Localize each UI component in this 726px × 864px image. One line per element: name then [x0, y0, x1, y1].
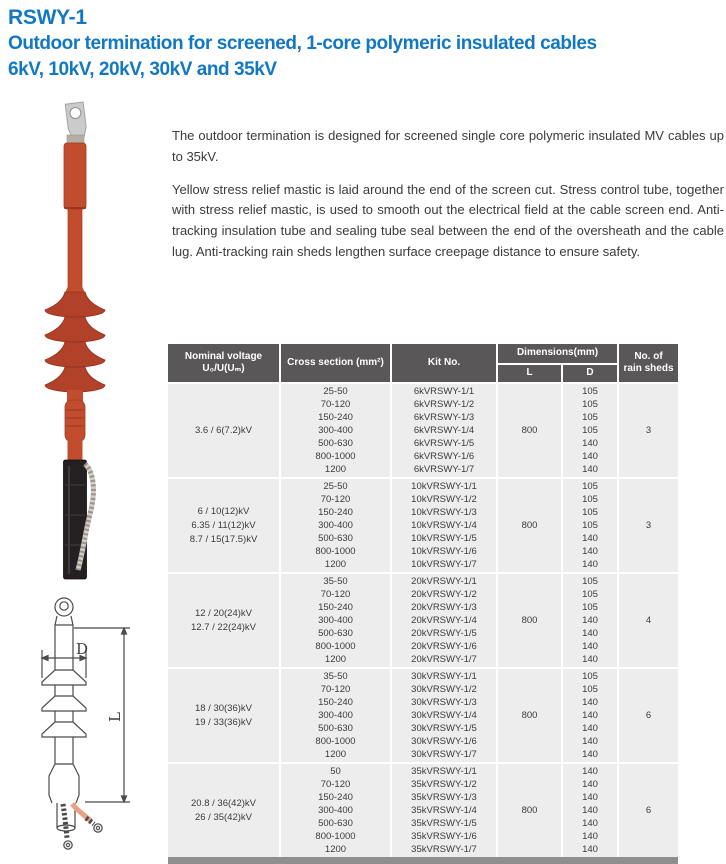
col-header-rain-sheds: [619, 344, 678, 382]
product-photo: [14, 100, 138, 582]
cross-section-cell: 50 70-120 150-240 300-400 500-630 800-1000 1200: [281, 762, 392, 857]
description-block: [172, 126, 724, 263]
length-cell: 800: [498, 667, 563, 762]
spec-table-wrap: [168, 344, 678, 864]
length-cell: 800: [498, 572, 563, 667]
rain-sheds-label-2: rain sheds: [623, 363, 674, 374]
col-header-dimensions: Dimensions(mm): [498, 344, 619, 365]
spec-group-row: [168, 382, 678, 477]
diameter-cell: 105 105 105 105 140 140 140: [563, 382, 619, 477]
voltage-cell: 3.6 / 6(7.2)kV: [168, 382, 281, 477]
col-header-diameter: D: [563, 365, 619, 382]
spec-group-row: [168, 572, 678, 667]
description-paragraph-1: The outdoor termination is designed for screened single core polymeric insulated MV cables up to 35kV.: [172, 128, 724, 164]
cross-section-cell: 35-50 70-120 150-240 300-400 500-630 800-1000 1200: [281, 667, 392, 762]
cable-lug: [65, 102, 87, 138]
cross-section-cell: 25-50 70-120 150-240 300-400 500-630 800-1000 1200: [281, 382, 392, 477]
diameter-cell: 105 105 105 140 140 140 140: [563, 572, 619, 667]
voltage-cell: 12 / 20(24)kV 12.7 / 22(24)kV: [168, 572, 281, 667]
rain-sheds-cell: 6: [619, 667, 678, 762]
product-code: RSWY-1: [8, 6, 87, 29]
diameter-cell: 105 105 140 140 140 140 140: [563, 667, 619, 762]
diameter-cell: 105 105 105 105 140 140 140: [563, 477, 619, 572]
rain-sheds: [45, 292, 105, 392]
length-cell: 800: [498, 477, 563, 572]
dimension-label-d: D: [76, 640, 89, 658]
page-subtitle: 6kV, 10kV, 20kV, 30kV and 35kV: [8, 59, 277, 81]
rain-sheds-cell: 4: [619, 572, 678, 667]
voltage-cell: 6 / 10(12)kV 6.35 / 11(12)kV 8.7 / 15(17.5)kV: [168, 477, 281, 572]
kit-no-cell: 10kVRSWY-1/1 10kVRSWY-1/2 10kVRSWY-1/3 10kVRSWY-1/4 10kVRSWY-1/5 10kVRSWY-1/6 10kVRSWY-1/7: [392, 477, 498, 572]
col-header-nominal-voltage: [168, 344, 281, 382]
length-cell: 800: [498, 382, 563, 477]
col-header-length: L: [498, 365, 563, 382]
kit-no-cell: 20kVRSWY-1/1 20kVRSWY-1/2 20kVRSWY-1/3 20kVRSWY-1/4 20kVRSWY-1/5 20kVRSWY-1/6 20kVRSWY-1/7: [392, 572, 498, 667]
rain-sheds-cell: 6: [619, 762, 678, 857]
kit-no-cell: 6kVRSWY-1/1 6kVRSWY-1/2 6kVRSWY-1/3 6kVRSWY-1/4 6kVRSWY-1/5 6kVRSWY-1/6 6kVRSWY-1/7: [392, 382, 498, 477]
spec-table: [168, 344, 678, 857]
kit-no-cell: 35kVRSWY-1/1 35kVRSWY-1/2 35kVRSWY-1/3 35kVRSWY-1/4 35kVRSWY-1/5 35kVRSWY-1/6 35kVRSWY-1/7: [392, 762, 498, 857]
spec-group-row: [168, 477, 678, 572]
spec-group-row: [168, 762, 678, 857]
rain-sheds-cell: 3: [619, 382, 678, 477]
dimension-label-l: L: [106, 712, 124, 722]
description-paragraph-2: Yellow stress relief mastic is laid around the end of the screen cut. Stress control tube, together with stress relief mastic, is used to smooth out the electrical field at the cable screen end. Anti-tracking insulation tube and sealing tube seal between the end of the oversheath and the cable lug. Anti-tracking rain sheds lengthen surface creepage distance to ensure safety.: [172, 181, 724, 259]
rain-sheds-label-1: No. of: [634, 350, 663, 362]
voltage-cell: 18 / 30(36)kV 19 / 33(36)kV: [168, 667, 281, 762]
spec-group-row: [168, 667, 678, 762]
dimension-drawing: [12, 592, 152, 858]
cross-section-cell: 35-50 70-120 150-240 300-400 500-630 800-1000 1200: [281, 572, 392, 667]
voltage-cell: 20.8 / 36(42)kV 26 / 35(42)kV: [168, 762, 281, 857]
col-header-cross-section: Cross section (mm²): [281, 344, 392, 382]
voltage-symbol-label: U₀/U(Uₘ): [202, 363, 245, 374]
spec-table-body: [168, 382, 678, 857]
cross-section-cell: 25-50 70-120 150-240 300-400 500-630 800-1000 1200: [281, 477, 392, 572]
length-cell: 800: [498, 762, 563, 857]
nominal-voltage-label: Nominal voltage: [184, 350, 263, 362]
rain-sheds-cell: 3: [619, 477, 678, 572]
page-heading: [8, 5, 720, 83]
page-title: Outdoor termination for screened, 1-core polymeric insulated cables: [8, 33, 597, 55]
kit-no-cell: 30kVRSWY-1/1 30kVRSWY-1/2 30kVRSWY-1/3 30kVRSWY-1/4 30kVRSWY-1/5 30kVRSWY-1/6 30kVRSWY-1/7: [392, 667, 498, 762]
col-header-kit-no: Kit No.: [392, 344, 498, 382]
diameter-cell: 140 140 140 140 140 140 140: [563, 762, 619, 857]
